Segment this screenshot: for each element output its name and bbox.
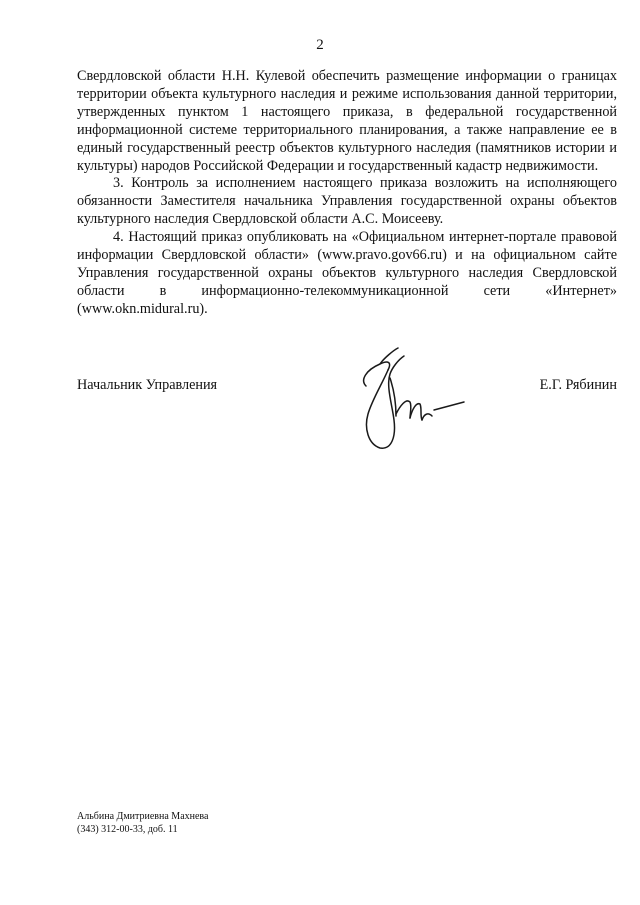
executor-phone: (343) 312-00-33, доб. 11 (77, 824, 178, 835)
paragraph-continuation: Свердловской области Н.Н. Кулевой обеспечить размещение информации о границах территории объекта культурного наследия и режиме использования данной территории, утвержденных пунктом 1 настоящего приказа, в федеральной государственной информационной системе территориального планирования, а также направление ее в единый государственный реестр объектов культурного наследия (памятников истории и культуры) народов Российской Федерации и государственный кадастр недвижимости. (77, 68, 617, 174)
page-number: 2 (316, 37, 324, 53)
signer-title: Начальник Управления (77, 377, 218, 393)
executor-info (77, 810, 208, 836)
handwritten-signature (336, 340, 476, 456)
signer-name: Е.Г. Рябинин (539, 377, 617, 393)
document-body (77, 68, 617, 319)
paragraph-item-4: 4. Настоящий приказ опубликовать на «Официальном интернет-портале правовой информации Свердловской области» (www.pravo.gov66.ru) и на официальном сайте Управления государственной охраны объектов культурного наследия Свердловской области в информационно-телекоммуникационной сети «Интернет» (www.okn.midural.ru). (77, 229, 617, 317)
paragraph-item-3: 3. Контроль за исполнением настоящего приказа возложить на исполняющего обязанности Заместителя начальника Управления государственной охраны объектов культурного наследия Свердловской области А.С. Моисееву. (77, 175, 617, 228)
executor-name: Альбина Дмитриевна Махнева (77, 811, 209, 822)
